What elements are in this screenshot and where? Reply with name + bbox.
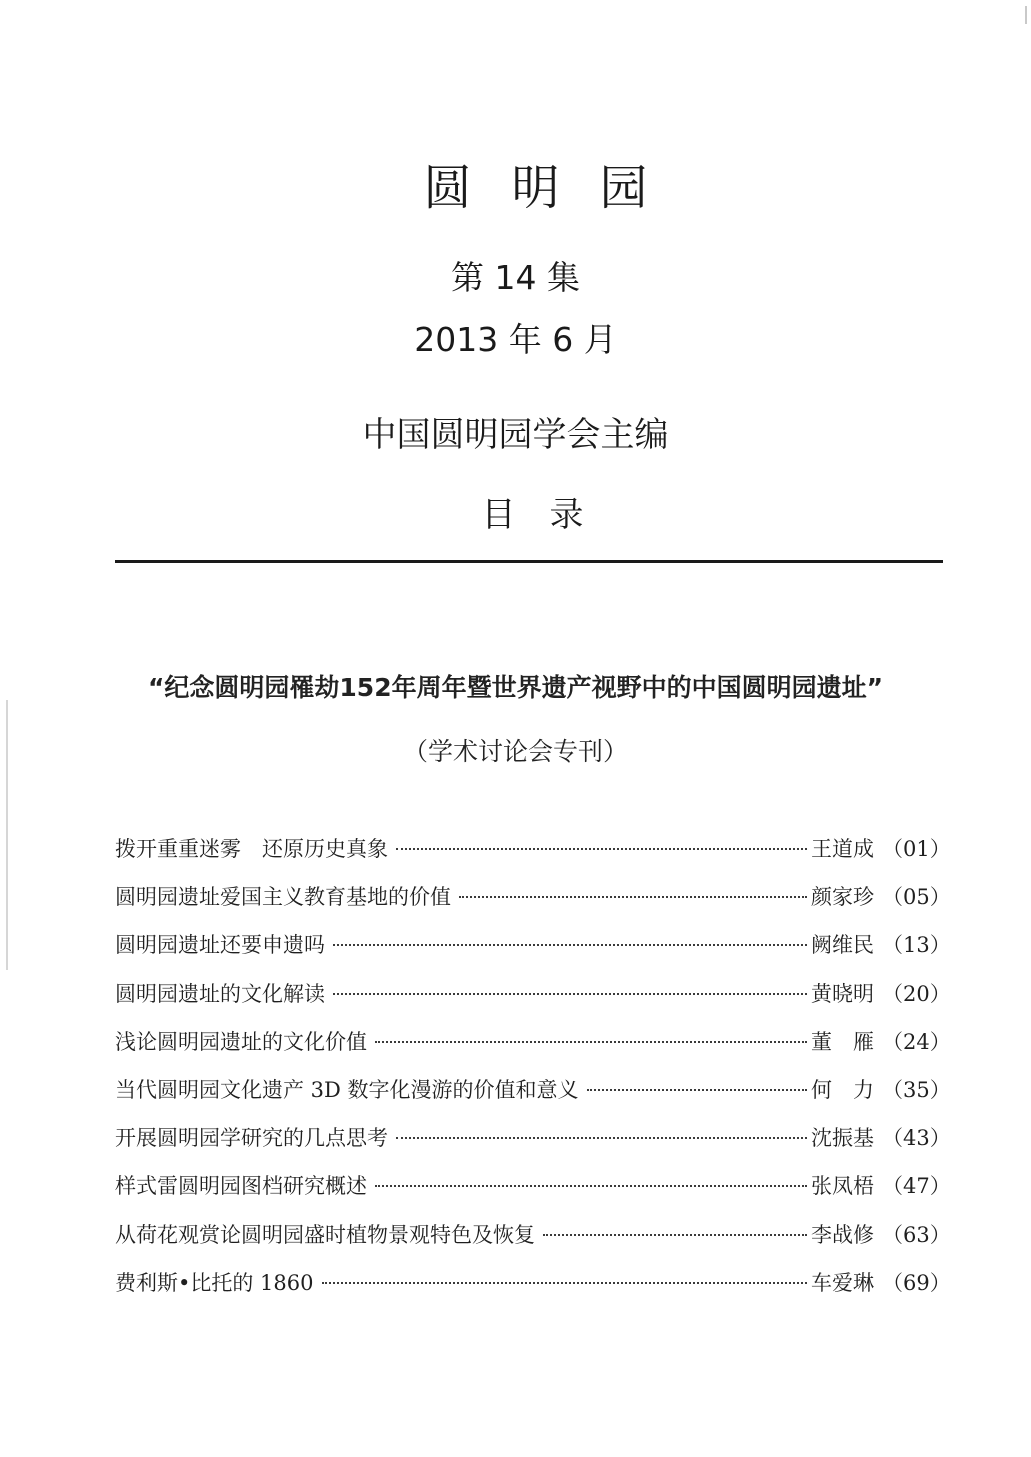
toc-dot-leader [396,1136,807,1139]
toc-entry-author: 沈振基 [811,1126,874,1151]
editor-line: 中国圆明园学会主编 [362,415,669,455]
toc-dot-leader [375,1040,807,1043]
special-section-title: “纪念圆明园罹劫152年周年暨世界遗产视野中的中国圆明园遗址” [147,673,884,702]
toc-entry[interactable] [115,1163,951,1211]
toc-entry-title: 浅论圆明园遗址的文化价值 [115,1029,367,1054]
toc-entry-author: 王道成 [811,837,874,861]
toc-entry[interactable] [115,1019,951,1067]
toc-entry[interactable] [115,922,951,970]
toc-entry-author: 何 力 [811,1077,874,1102]
toc-entry-page: （05） [882,885,951,910]
toc-entry-title: 圆明园遗址爱国主义教育基地的价值 [115,885,451,910]
journal-title: 圆明园 [423,160,688,216]
scan-mark [1025,6,1027,24]
issue-number: 第 14 集 [451,258,580,297]
toc-entry-title: 开展圆明园学研究的几点思考 [115,1126,388,1151]
toc-entry[interactable] [115,1115,951,1163]
toc-entry-title: 圆明园遗址的文化解读 [115,981,325,1006]
toc-dot-leader [333,943,807,946]
toc-entry-title: 费利斯•比托的 1860 [115,1270,314,1295]
divider-rule [115,560,943,563]
toc-entry-author: 黄晓明 [811,981,874,1006]
contents-heading: 目录 [481,495,618,535]
toc-entry-page: （47） [882,1174,951,1199]
toc-entry-author: 李战修 [811,1222,874,1247]
toc-entry-author: 阙维民 [811,933,874,958]
toc-entry-page: （13） [882,933,951,958]
toc-entry-author: 董 雁 [811,1029,874,1054]
toc-entry[interactable] [115,1067,951,1115]
toc-dot-leader [459,895,807,898]
toc-entry[interactable] [115,874,951,922]
toc-entry-page: （63） [882,1222,951,1247]
toc-dot-leader [375,1184,807,1187]
toc-entry-author: 颜家珍 [811,885,874,910]
toc-dot-leader [396,847,807,850]
toc-entry-page: （24） [882,1029,951,1054]
toc-dot-leader [333,992,807,995]
toc-entry-author: 车爱琳 [811,1270,874,1295]
toc-entry-author: 张凤梧 [811,1174,874,1199]
issue-date: 2013 年 6 月 [414,320,617,359]
toc-entry-title: 当代圆明园文化遗产 3D 数字化漫游的价值和意义 [115,1077,579,1102]
toc-entry-title: 圆明园遗址还要申遗吗 [115,933,325,958]
toc-entry[interactable] [115,1260,951,1308]
toc-dot-leader [587,1088,807,1091]
special-section-subtitle: （学术讨论会专刊） [402,737,628,766]
toc-entry-page: （69） [882,1270,951,1295]
toc-entry-title: 样式雷圆明园图档研究概述 [115,1174,367,1199]
toc-entry-page: （43） [882,1126,951,1151]
toc-entry-title: 拨开重重迷雾 还原历史真象 [115,837,388,861]
toc-entry-page: （35） [882,1077,951,1102]
table-of-contents [115,826,951,1308]
toc-entry[interactable] [115,826,951,874]
toc-entry[interactable] [115,971,951,1019]
toc-entry-page: （01） [882,837,951,861]
toc-entry[interactable] [115,1212,951,1260]
toc-dot-leader [322,1281,807,1284]
toc-entry-page: （20） [882,981,951,1006]
toc-entry-title: 从荷花观赏论圆明园盛时植物景观特色及恢复 [115,1222,535,1247]
toc-dot-leader [543,1233,807,1236]
